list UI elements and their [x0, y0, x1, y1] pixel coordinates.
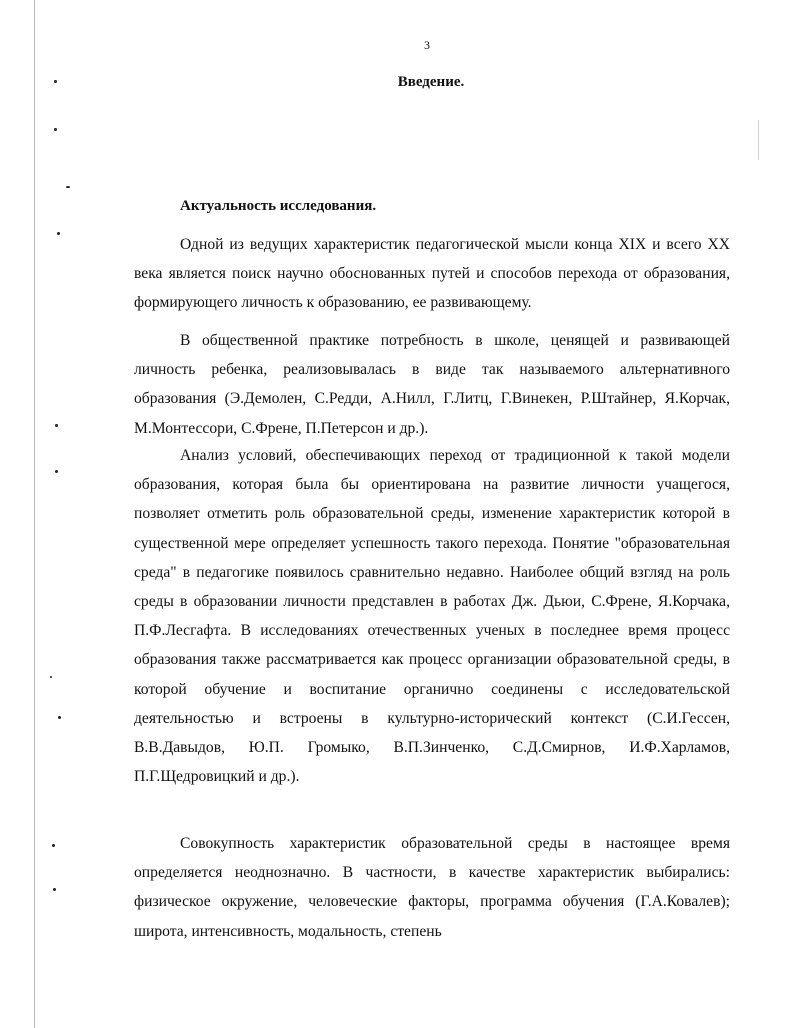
scan-speck [53, 888, 56, 891]
scan-speck [58, 716, 61, 719]
section-subheading: Актуальность исследования. [180, 198, 377, 214]
body-paragraph: В общественной практике потребность в школе, ценящей и развивающей личность ребенка, реализовывалась в виде так называемого альтернативного образования (Э.Демолен, С.Редди, А.Нилл, Г.Литц, Г.Винекен, Р.Штайнер, Я.Корчак, М.Монтессори, С.Френе, П.Петерсон и др.). [134, 332, 730, 437]
page-number: 3 [424, 38, 430, 52]
scan-speck [55, 424, 58, 427]
scan-speck [57, 232, 60, 235]
scan-artifact-line [758, 120, 759, 160]
body-paragraph: Анализ условий, обеспечивающих переход от традиционной к такой модели образования, которая была бы ориентирована на развитие личности учащегося, позволяет отметить роль образовательной среды, изменение характеристик которой в существенной мере определяет успешность такого перехода. Понятие "образовательная среда" в педагогике появилось сравнительно недавно. Наиболее общий взгляд на роль среды в образовании личности представлен в работах Дж. Дьюи, С.Френе, Я.Корчака, П.Ф.Лесгафта. В исследованиях отечественных ученых в последнее время процесс образования также рассматривается как процесс организации образовательной среды, в которой обучение и воспитание органично соединены с исследовательской деятельностью и встроены в культурно-исторический контекст (С.И.Гессен, В.В.Давыдов, Ю.П. Громыко, В.П.Зинченко, С.Д.Смирнов, И.Ф.Харламов, П.Г.Щедровицкий и др.). [134, 447, 730, 786]
scan-speck [54, 128, 57, 131]
scan-speck [55, 470, 58, 473]
scan-speck [66, 186, 70, 188]
body-paragraph: Совокупность характеристик образовательной среды в настоящее время определяется неоднозначно. В частности, в качестве характеристик выбирались: физическое окружение, человеческие факторы, программа обучения (Г.А.Ковалев); широта, интенсивность, модальность, степень [134, 835, 730, 940]
body-paragraph: Одной из ведущих характеристик педагогической мысли конца XIX и всего XX века является поиск научно обоснованных путей и способов перехода от образования, формирующего личность к образованию, ее развивающему. [134, 236, 730, 312]
scan-speck [52, 844, 55, 847]
scan-speck [50, 676, 52, 678]
scan-binding-line [34, 0, 35, 1028]
document-heading: Введение. [397, 74, 465, 90]
